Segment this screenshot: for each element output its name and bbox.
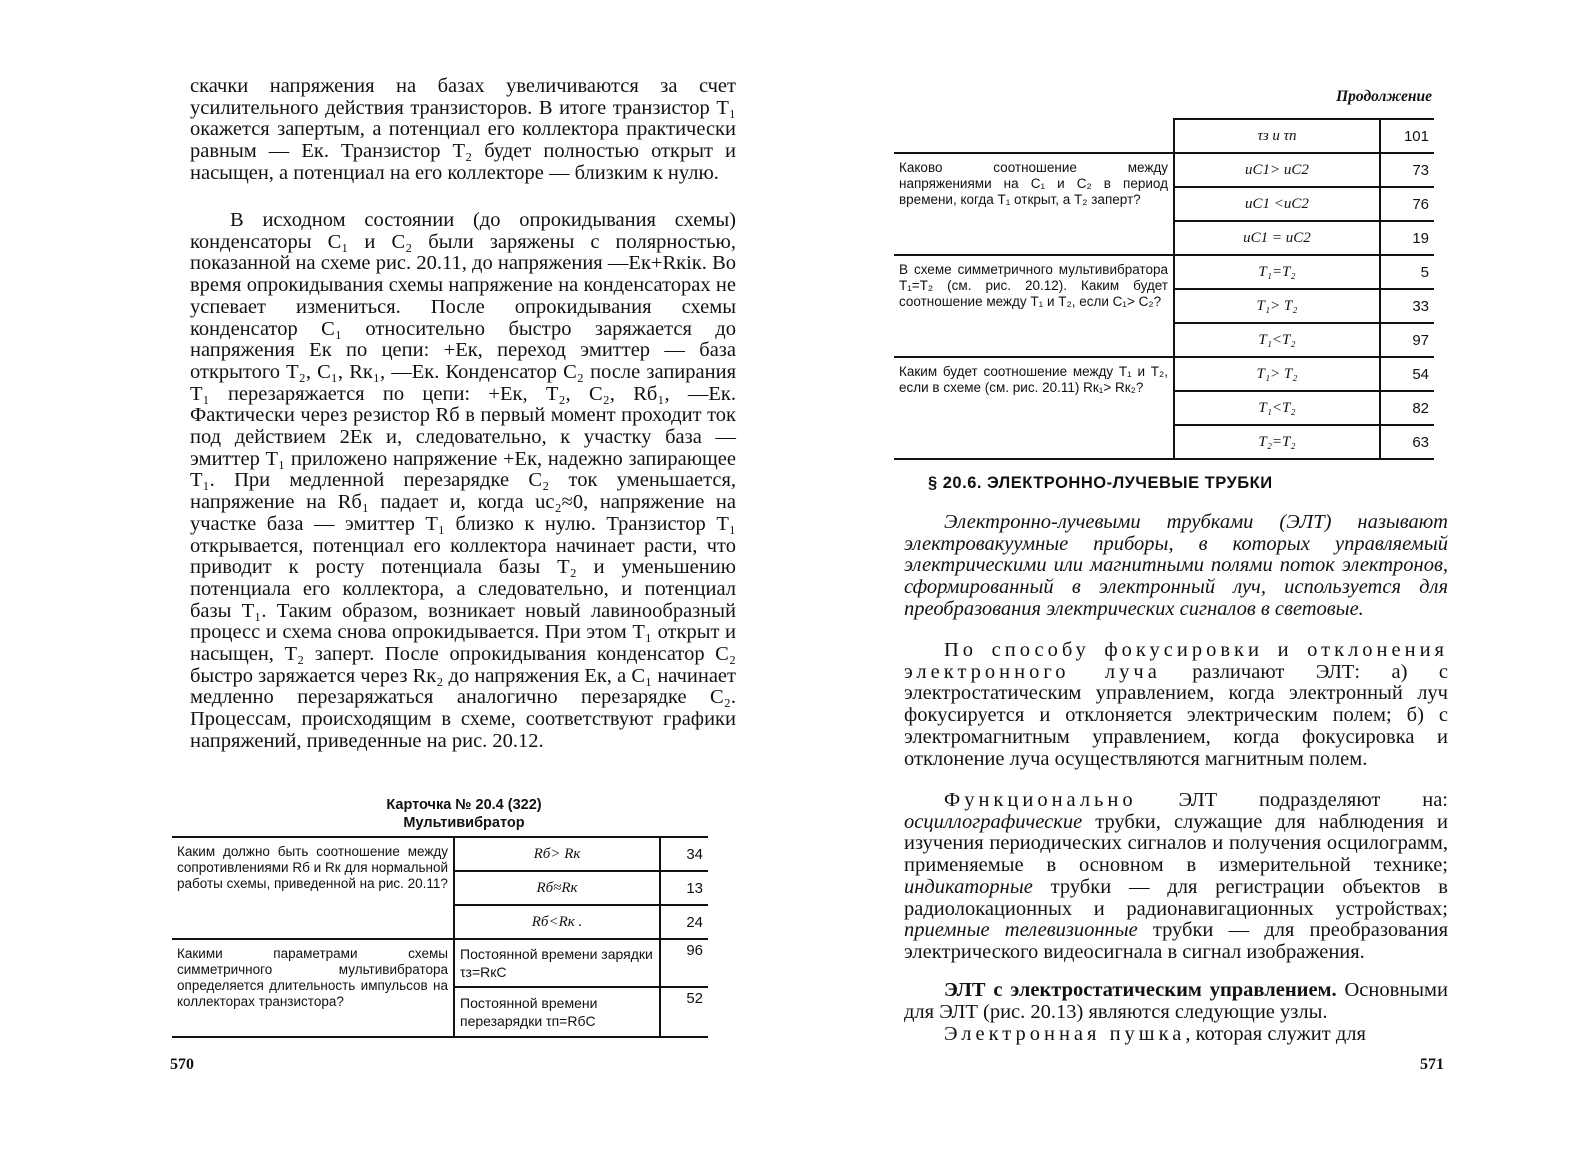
continuation-label: Продолжение	[1336, 88, 1432, 105]
card-answer: Постоянной времени зарядки τз=RкC	[454, 939, 660, 987]
page-number-left: 570	[170, 1056, 194, 1073]
definition-paragraph: Электронно-лучевыми трубками (ЭЛТ) называют электровакуумные приборы, в которых управляемый электрическими или магнитными полями поток электронов, сформированный в электронный луч, используется для преобразования электрических сигналов в световые.	[904, 511, 1448, 620]
table-row	[894, 119, 1434, 153]
table-answer-code: 5	[1380, 255, 1434, 289]
gun-paragraph	[904, 1024, 1448, 1046]
left-paragraph-2: В исходном состоянии (до опрокидывания схемы) конденсаторы C₁ и C₂ были заряжены с полярностью, показанной на схеме рис. 20.11, до напряжения —Eк+Rкiк. Во время опрокидывания схемы напряжение на конденсаторах не успевает измениться. После опрокидывания схемы конденсатор C₁ относительно быстро заряжается до напряжения Eк по цепи: +Eк, переход эмиттер — база открытого T₂, C₁, Rк₁, —Eк. Конденсатор C₂ после запирания T₁ перезаряжается по цепи: +Eк, T₂, C₂, Rб₁, —Eк. Фактически через резистор Rб в первый момент проходит ток под действием 2Eк и, следовательно, к участку база — эмиттер T₁ приложено напряжение +Eк, надежно запирающее T₁. При медленной перезарядке C₂ ток уменьшается, напряжение на Rб₁ падает и, когда uс₂≈0, напряжение на участке база — эмиттер T₁ близко к нулю. Транзистор T₁ открывается, потенциал его коллектора начинает расти, что приводит к росту потенциала базы T₂ и уменьшению потенциала его коллектора, а следовательно, и потенциал базы T₁. Таким образом, возникает новый лавинообразный процесс и схема снова опрокидывается. При этом T₁ открыт и насыщен, T₂ заперт. После опрокидывания конденсатор C₂ быстро заряжается через Rк₂ до напряжения Eк, а C₁ начинает медленно перезаряжаться аналогично перезарядке C₂. Процессам, происходящим в схеме, соответствуют графики напряжений, приведенные на рис. 20.12.	[190, 209, 736, 752]
continuation-table	[894, 118, 1434, 460]
table-answer: T₂=T₂	[1174, 425, 1380, 459]
card-answer-code: 34	[660, 837, 708, 871]
table-answer-code: 54	[1380, 357, 1434, 391]
text-span: ЭЛТ подразделяют на:	[1136, 789, 1448, 811]
table-answer: τз и τп	[1174, 119, 1380, 153]
table-question-3: Каким будет соотношение между T₁ и T₂, если в схеме (см. рис. 20.11) Rк₁> Rк₂?	[894, 357, 1174, 459]
card-caption	[352, 796, 576, 832]
table-answer-code: 63	[1380, 425, 1434, 459]
card-subtitle: Мультивибратор	[403, 815, 525, 831]
card-answer-code: 24	[660, 905, 708, 939]
focus-paragraph	[904, 640, 1448, 770]
table-answer-code: 82	[1380, 391, 1434, 425]
left-paragraph-1: скачки напряжения на базах увеличиваются за счет усилительного действия транзисторов. В итоге транзистор T₁ окажется запертым, а потенциал его коллектора практически равным — Eк. Транзистор T₂ будет полностью открыт и насыщен, а потенциал на его коллекторе — близким к нулю.	[190, 75, 736, 184]
table-answer: T₁<T₂	[1174, 391, 1380, 425]
text-span: трубки, служащие для наблюдения и изучения периодических сигналов и получения осцилограмм, применяемые в основном в измерительной технике;	[904, 810, 1448, 877]
table-answer-code: 19	[1380, 221, 1434, 255]
italic-term: осциллографические	[904, 810, 1083, 833]
card-answer-code: 96	[660, 939, 708, 987]
card-question-2: Какими параметрами схемы симметричного мультивибратора определяется длительность импульсов на коллекторах транзистора?	[172, 939, 454, 1037]
table-answer: T₁=T₂	[1174, 255, 1380, 289]
card-table	[172, 836, 708, 1038]
section-heading: § 20.6. ЭЛЕКТРОННО-ЛУЧЕВЫЕ ТРУБКИ	[928, 474, 1273, 492]
card-title: Карточка № 20.4 (322)	[386, 797, 542, 813]
card-answer: Rб<Rк .	[454, 905, 660, 939]
text-span: трубки — для преобразования электрического видеосигнала в сигнал изображения.	[904, 919, 1448, 963]
table-answer-code: 73	[1380, 153, 1434, 187]
table-row	[894, 153, 1434, 187]
text-span: , которая служит для	[1185, 1023, 1366, 1045]
table-answer-code: 101	[1380, 119, 1434, 153]
card-question-1: Каким должно быть соотношение между сопротивлениями Rб и Rк для нормальной работы схемы, приведенной на рис. 20.11?	[172, 837, 454, 939]
spaced-phrase: По способу фокусировки и отклонения электронного луча	[904, 639, 1448, 683]
table-row	[172, 837, 708, 871]
table-answer: uC1 <uC2	[1174, 187, 1380, 221]
bold-heading: ЭЛТ с электростатическим управлением.	[944, 979, 1337, 1001]
table-answer: T₁> T₂	[1174, 289, 1380, 323]
table-row	[172, 939, 708, 987]
table-row	[894, 357, 1434, 391]
page-number-right: 571	[1420, 1056, 1444, 1073]
card-answer: Постоянной времени перезарядки τп=RбC	[454, 987, 660, 1037]
spaced-phrase: Электронная пушка	[944, 1023, 1186, 1045]
italic-term: индикаторные	[904, 875, 1033, 898]
table-answer: uC1 = uC2	[1174, 221, 1380, 255]
table-answer-code: 76	[1380, 187, 1434, 221]
table-answer-code: 97	[1380, 323, 1434, 357]
table-answer: T₁> T₂	[1174, 357, 1380, 391]
table-answer: T₁<T₂	[1174, 323, 1380, 357]
card-answer: Rб> Rк	[454, 837, 660, 871]
function-paragraph	[904, 790, 1448, 964]
table-question-1: Каково соотношение между напряжениями на C₁ и C₂ в период времени, когда T₁ открыт, а T₂ заперт?	[894, 153, 1174, 255]
card-answer-code: 52	[660, 987, 708, 1037]
table-question-2: В схеме симметричного мультивибратора T₁=T₂ (см. рис. 20.12). Каким будет соотношение между T₁ и T₂, если C₁> C₂?	[894, 255, 1174, 357]
card-answer: Rб≈Rк	[454, 871, 660, 905]
table-answer-code: 33	[1380, 289, 1434, 323]
card-answer-code: 13	[660, 871, 708, 905]
text-span: трубки — для регистрации объектов в радиолокационных и радионавигационных устройствах;	[904, 875, 1448, 920]
text-span: различают ЭЛТ: а) с электростатическим управлением, когда электронный луч фокусируется и отклоняется электрическим полем; б) с электромагнитным управлением, когда фокусировка и отклонение луча осуществляются магнитным полем.	[904, 660, 1449, 770]
spaced-phrase: Функционально	[944, 789, 1137, 811]
table-answer: uC1> uC2	[1174, 153, 1380, 187]
text-span: Основными для ЭЛТ (рис. 20.13) являются следующие узлы.	[904, 979, 1448, 1023]
table-row	[894, 255, 1434, 289]
italic-term: приемные телевизионные	[904, 919, 1138, 942]
crt-paragraph	[904, 980, 1448, 1023]
